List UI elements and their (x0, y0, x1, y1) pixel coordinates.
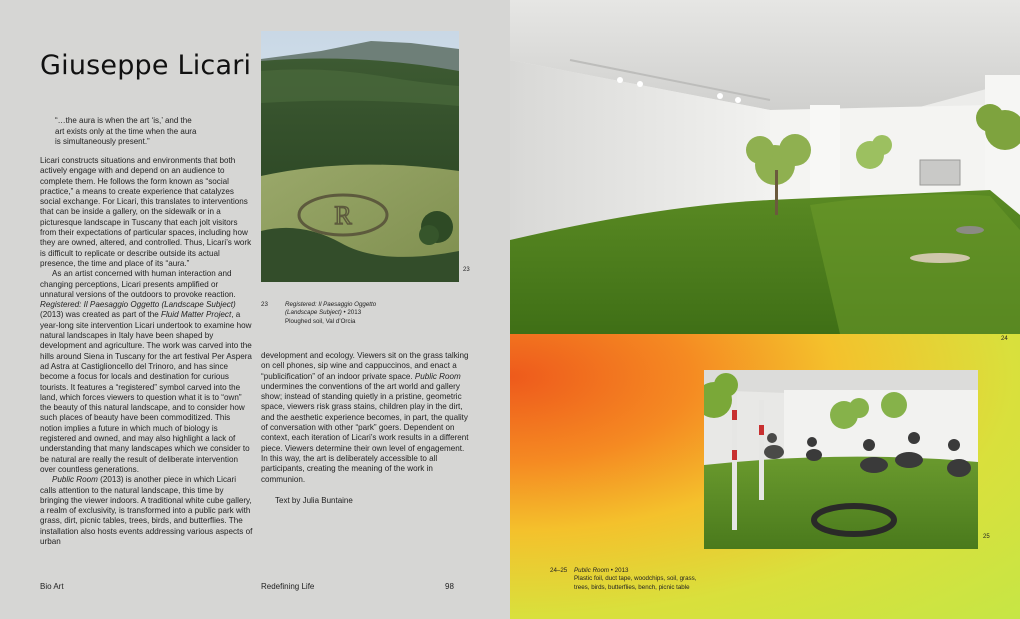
public-room-event-photo (704, 370, 978, 549)
page-title: Giuseppe Licari (40, 50, 252, 81)
body-column-right (261, 351, 473, 485)
figure-24-25-caption: 24–25 Public Room • 2013 Plastic foil, duct tape, woodchips, soil, grass, trees, birds, butterflies, bench, picnic table (550, 567, 697, 591)
figure-number-25: 25 (983, 534, 990, 540)
svg-text:R: R (334, 201, 352, 230)
body-column-left (40, 156, 254, 547)
artwork-title: Registered: Il Paesaggio Oggetto (Landscape Subject) (40, 300, 236, 310)
figure-23-caption: 23 Registered: Il Paesaggio Oggetto (Landscape Subject) • 2013 Ploughed soil, Val d’Orcia (261, 301, 377, 325)
artwork-title: Public Room (414, 371, 461, 381)
body-paragraph-4: development and ecology. Viewers sit on the grass talking on cell phones, sip wine and cappuccinos, and enact a “publicification” of an indoor private space. Public Room undermines the conventions of the art world and gallery show; instead of standing quietly in a pristine, geometric space, viewers risk grass stains, children play in the dirt, and the aesthetic experience becomes, in part, the quality of conversation with other “park” goers. Dependent on context, each iteration of Licari’s work results in a different piece. Viewers determine their own level of engagement. In this way, the art is deliberately accessible to all participants, creating the meaning of the work in communion. (261, 351, 469, 484)
body-paragraph-1: Licari constructs situations and environments that both actively engage with and depend on an audience to complete them. He follows the form known as “social practice,” a means to create experience that catalyzes social exchange. For Licari, this translates to interventions that can be inside a gallery, on the sidewalk or in a picturesque landscape in Tuscany that each jolt visitors from their expectations of particular spaces, including how they are owned, altered, and controlled. Thus, Licari’s work is difficult to replicate or describe outside its actual presence, the time and place of its “aura.” (40, 156, 252, 268)
landscape-photo (261, 31, 459, 282)
footer-book-title: Redefining Life (261, 582, 315, 591)
page-number: 98 (445, 582, 454, 591)
artwork-title: Public Room (52, 475, 98, 485)
body-paragraph-3: Public Room (2013) is another piece in which Licari calls attention to the natural landscape, this time by bringing the viewer indoors. A traditional white cube gallery, a realm of exclusivity, is transformed into a public park with grass, dirt, picnic tables, trees, birds, and butterflies. The installation also hosts events addressing various aspects of urban (40, 475, 253, 546)
body-paragraph-2: As an artist concerned with human interaction and changing perceptions, Licari presents amplified or unnatural versions of the outdoors to provoke reaction. Registered: Il Paesaggio Oggetto (Landscape Subject) (2013) was created as part of the Fluid Matter Project, a year-long site intervention Licari undertook to examine how natural landscapes in Italy have been shaped by development and agriculture. The work was carved into the hills around Siena in Tuscany for the art festival Per Aspera ad Astra at Castiglioncello del Trinoro, and has since become a focus for locals and destination for curious tourists. It features a “registered” symbol carved into the land, which forces viewers to question what it is to “own” the beauty of this natural landscape, and to consider how such places of beauty have been commoditized. This notion implies a future in which much of biology is registered and owned, and may also highlight a lack of understanding that many landscapes which we consider to be natural are really the result of deliberate intervention over countless generations. (40, 269, 252, 474)
author-credit: Text by Julia Buntaine (275, 496, 353, 505)
epigraph-quote: “…the aura is when the art ‘is,’ and the art exists only at the time when the aura is simultaneously present.” (55, 116, 197, 146)
figure-number-23: 23 (463, 267, 470, 273)
gallery-installation-photo (510, 0, 1020, 334)
project-title: Fluid Matter Project (161, 310, 232, 320)
figure-number-24: 24 (1001, 336, 1008, 342)
footer-section-name: Bio Art (40, 582, 64, 591)
